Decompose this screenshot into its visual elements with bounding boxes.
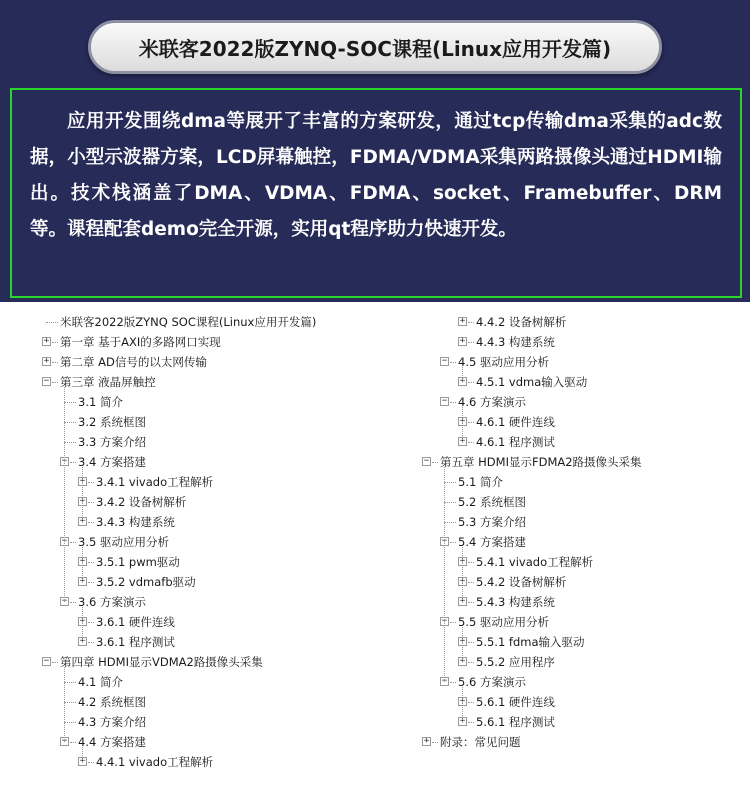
tree-item-label: 5.3 方案介绍 [458,515,526,529]
tree-item-label: 3.4 方案搭建 [78,455,146,469]
tree-item-label: 附录：常见问题 [440,735,521,749]
expand-icon[interactable]: + [79,476,86,486]
tree-guide-line [64,387,65,602]
collapse-icon[interactable]: − [441,536,448,546]
tree-connector [88,582,94,583]
tree-item-label: 第三章 液晶屏触控 [60,375,156,389]
tree-item-label: 4.5 驱动应用分析 [458,355,549,369]
tree-connector [468,562,474,563]
tree-connector [432,742,438,743]
tree-guide-line [462,407,463,442]
tree-item-label: 3.4.1 vivado工程解析 [96,475,214,489]
tree-connector [468,602,474,603]
tree-guide-line [64,667,65,742]
expand-icon[interactable]: + [79,616,86,626]
expand-icon[interactable]: + [459,556,466,566]
collapse-icon[interactable]: − [423,456,430,466]
tree-connector [64,402,76,403]
tree-connector [450,402,456,403]
collapse-icon[interactable]: − [441,396,448,406]
tree-connector [64,682,76,683]
expand-icon[interactable]: + [79,496,86,506]
expand-icon[interactable]: + [79,756,86,766]
expand-icon[interactable]: + [459,656,466,666]
tree-connector [468,342,474,343]
tree-connector [450,362,456,363]
tree-connector [468,642,474,643]
tree-item-label: 5.6 方案演示 [458,675,526,689]
intro-text: 应用开发围绕dma等展开了丰富的方案研发，通过tcp传输dma采集的adc数据，小型示波器方案，LCD屏幕触控，FDMA/VDMA采集两路摄像头通过HDMI输出。技术栈涵盖了DMA、VDMA、FDMA、socket、Framebuffer、DRM等。课程配套demo完全开源，实用qt程序助力快速开发。 [30,111,722,240]
tree-connector [468,582,474,583]
collapse-icon[interactable]: − [441,676,448,686]
tree-item-label: 3.5.2 vdmafb驱动 [96,575,196,589]
expand-icon[interactable]: + [459,376,466,386]
tree-item-label: 4.4 方案搭建 [78,735,146,749]
collapse-icon[interactable]: − [61,536,68,546]
tree-guide-line [444,467,445,682]
tree-connector [450,622,456,623]
tree-connector [52,362,58,363]
expand-icon[interactable]: + [459,716,466,726]
expand-icon[interactable]: + [79,576,86,586]
expand-icon[interactable]: + [459,316,466,326]
tree-item-label: 5.5 驱动应用分析 [458,615,549,629]
tree-item-label: 4.6.1 硬件连线 [476,415,555,429]
collapse-icon[interactable]: − [43,656,50,666]
tree-item-label: 5.4.2 设备树解析 [476,575,567,589]
tree-item-label: 第二章 AD信号的以太网传输 [60,355,207,369]
title-banner [88,20,662,74]
tree-item-label: 4.4.3 构建系统 [476,335,555,349]
tree-connector [64,442,76,443]
tree-item-label: 第一章 基于AXI的多路网口实现 [60,335,221,349]
tree-item-label: 5.4.1 vivado工程解析 [476,555,594,569]
tree-guide-line [82,747,83,762]
tree-item-label: 米联客2022版ZYNQ SOC课程(Linux应用开发篇) [60,315,317,329]
collapse-icon[interactable]: − [43,376,50,386]
tree-item-label: 3.4.2 设备树解析 [96,495,187,509]
collapse-icon[interactable]: − [61,596,68,606]
tree-connector [52,342,58,343]
tree-connector [88,642,94,643]
tree-connector [70,602,76,603]
intro-box [10,88,742,298]
tree-connector [450,682,456,683]
tree-item-label: 4.3 方案介绍 [78,715,146,729]
tree-item-label: 3.6 方案演示 [78,595,146,609]
tree-connector [52,662,58,663]
expand-icon[interactable]: + [459,416,466,426]
tree-item-label: 5.1 简介 [458,475,503,489]
expand-icon[interactable]: + [423,736,430,746]
tree-item-label: 4.6.1 程序测试 [476,435,555,449]
tree-connector [88,562,94,563]
tree-item-label: 3.5 驱动应用分析 [78,535,169,549]
tree-connector [468,442,474,443]
collapse-icon[interactable]: − [441,616,448,626]
expand-icon[interactable]: + [43,336,50,346]
tree-item-label: 3.4.3 构建系统 [96,515,175,529]
expand-icon[interactable]: + [459,696,466,706]
tree-connector [70,462,76,463]
tree-guide-line [462,627,463,662]
tree-item-label: 4.5.1 vdma输入驱动 [476,375,588,389]
tree-connector [52,382,58,383]
tree-guide-line [462,547,463,602]
tree-item-label: 5.4.3 构建系统 [476,595,555,609]
tree-connector [468,422,474,423]
tree-item-label: 3.1 简介 [78,395,123,409]
tree-connector [88,762,94,763]
tree-item-label: 3.5.1 pwm驱动 [96,555,180,569]
tree-connector [70,542,76,543]
page-title: 米联客2022版ZYNQ-SOC课程(Linux应用开发篇) [138,36,612,61]
expand-icon[interactable]: + [43,356,50,366]
collapse-icon[interactable]: − [61,736,68,746]
tree-item-label: 5.4 方案搭建 [458,535,526,549]
tree-item-label: 5.5.2 应用程序 [476,655,555,669]
tree-guide-line [82,547,83,582]
expand-icon[interactable]: + [79,556,86,566]
tree-connector [468,662,474,663]
tree-connector [468,722,474,723]
tree-item-label: 4.1 简介 [78,675,123,689]
expand-icon[interactable]: + [459,336,466,346]
tree-item-label: 3.2 系统框图 [78,415,146,429]
tree-connector [468,322,474,323]
tree-item-label: 5.5.1 fdma输入驱动 [476,635,585,649]
tree-connector [64,722,76,723]
tree-item-label: 5.2 系统框图 [458,495,526,509]
tree-item-label: 3.3 方案介绍 [78,435,146,449]
tree-connector [444,502,456,503]
tree-item-label: 第五章 HDMI显示FDMA2路摄像头采集 [440,455,642,469]
collapse-icon[interactable]: − [441,356,448,366]
tree-connector [432,462,438,463]
tree-connector [468,382,474,383]
expand-icon[interactable]: + [459,636,466,646]
tree-connector [64,422,76,423]
tree-item-label: 5.6.1 硬件连线 [476,695,555,709]
expand-icon[interactable]: + [459,596,466,606]
tree-connector [88,522,94,523]
tree-item-label: 4.4.1 vivado工程解析 [96,755,214,769]
tree-item-label: 4.6 方案演示 [458,395,526,409]
tree-connector [88,502,94,503]
tree-connector [444,522,456,523]
tree-item-label: 3.6.1 硬件连线 [96,615,175,629]
tree-guide-line [82,607,83,642]
expand-icon[interactable]: + [459,576,466,586]
tree-item-label: 3.6.1 程序测试 [96,635,175,649]
tree-guide-line [82,467,83,522]
tree-connector [70,742,76,743]
expand-icon[interactable]: + [79,636,86,646]
expand-icon[interactable]: + [79,516,86,526]
tree-connector [88,622,94,623]
tree-connector [88,482,94,483]
expand-icon[interactable]: + [459,436,466,446]
tree-item-label: 5.6.1 程序测试 [476,715,555,729]
tree-connector [444,482,456,483]
tree-guide-line [462,687,463,722]
collapse-icon[interactable]: − [61,456,68,466]
tree-connector [468,702,474,703]
tree-item-label: 第四章 HDMI显示VDMA2路摄像头采集 [60,655,263,669]
tree-item-label: 4.2 系统框图 [78,695,146,709]
tree-connector [450,542,456,543]
tree-guide-line [462,367,463,382]
course-outline-panel [0,302,750,796]
tree-connector [64,702,76,703]
tree-connector [46,322,58,323]
tree-item-label: 4.4.2 设备树解析 [476,315,567,329]
